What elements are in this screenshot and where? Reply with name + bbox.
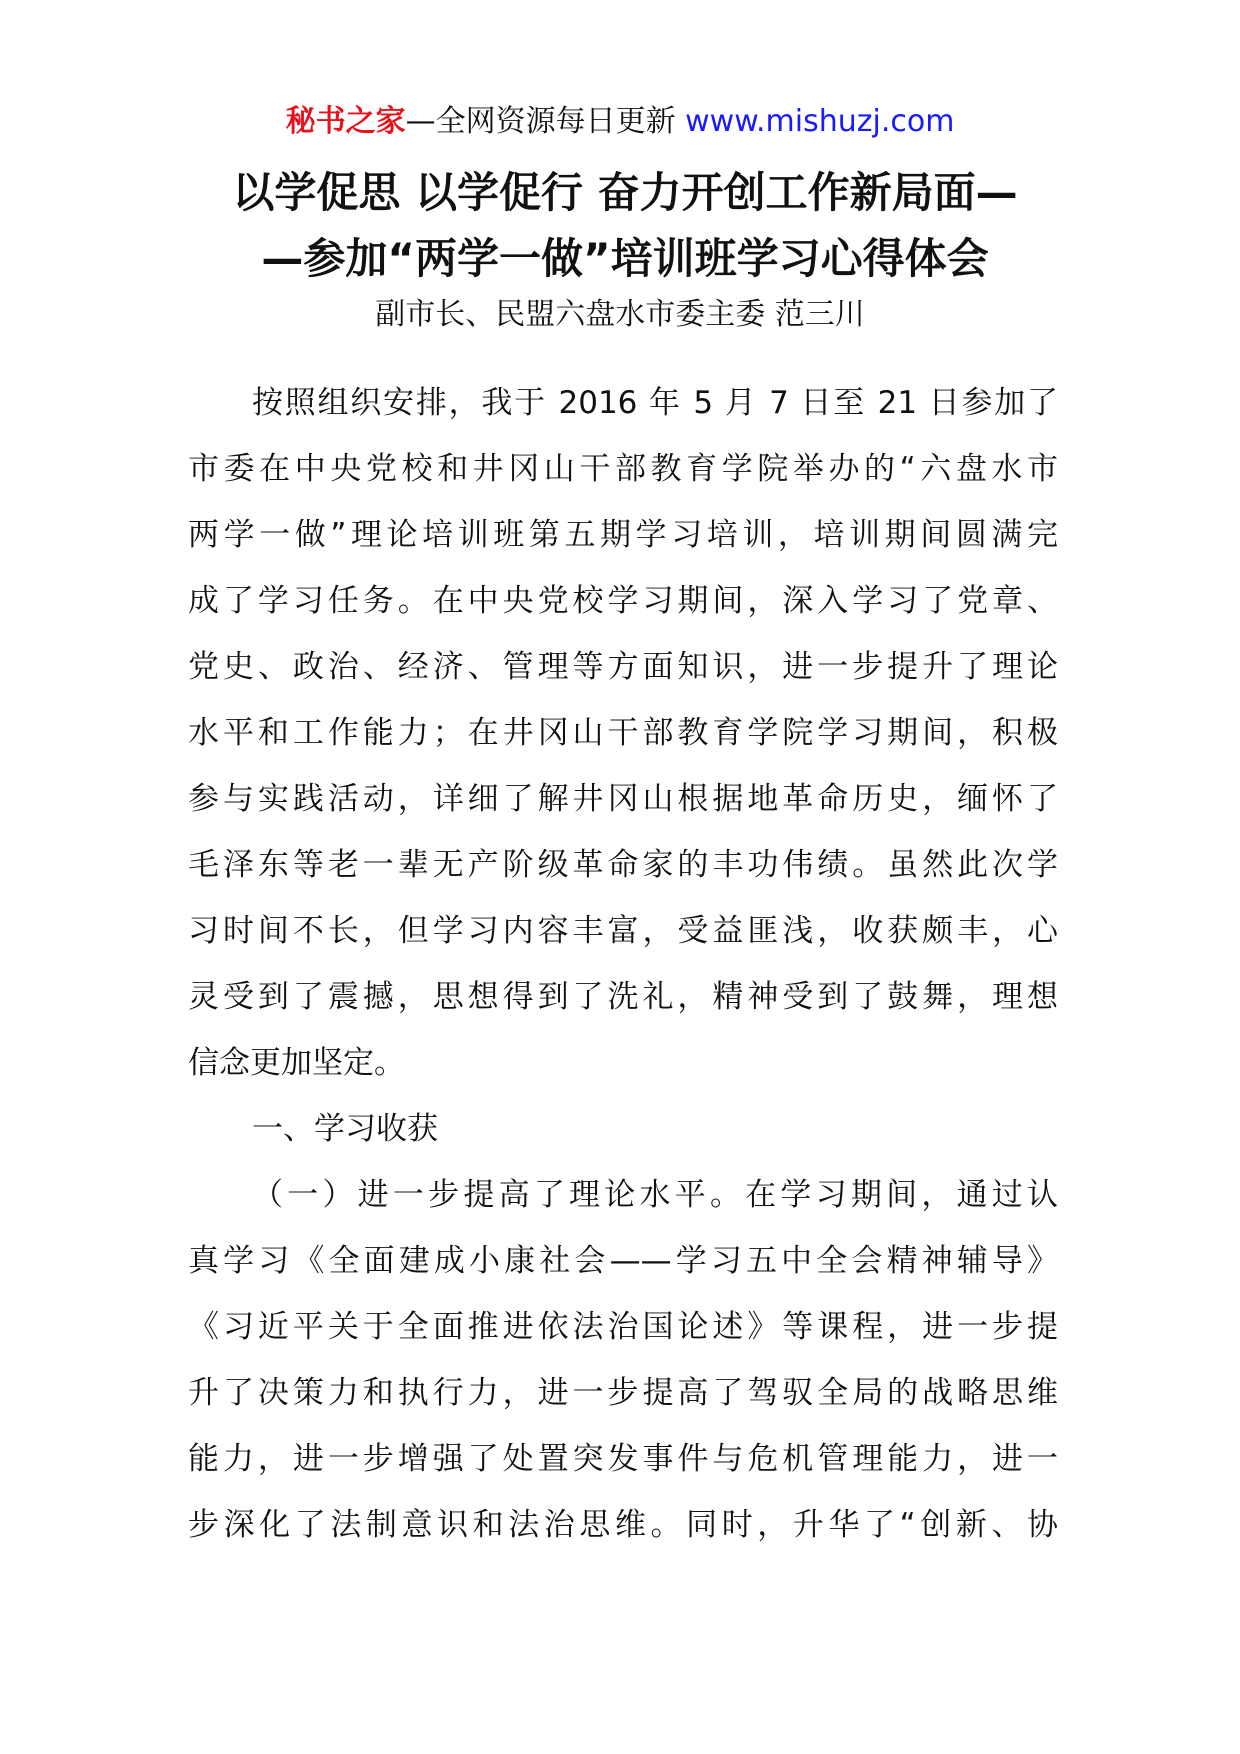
body-line: 参与实践活动，详细了解井冈山根据地革命历史，缅怀了 [188, 781, 1058, 817]
body-line: 习时间不长，但学习内容丰富，受益匪浅，收获颇丰，心 [188, 913, 1058, 949]
document-title-line-2: —参加“两学一做”培训班学习心得体会 [261, 234, 989, 283]
section-heading: 一、学习收获 [252, 1111, 438, 1147]
body-line: 真学习《全面建成小康社会——学习五中全会精神辅导》 [188, 1243, 1058, 1279]
document-title-line-1: 以学促思 以学促行 奋力开创工作新局面— [232, 168, 1018, 217]
body-line: 《习近平关于全面推进依法治国论述》等课程，进一步提 [188, 1309, 1058, 1345]
body-line: 信念更加坚定。 [188, 1045, 405, 1081]
author-byline: 副市长、民盟六盘水市委主委 范三川 [375, 297, 865, 332]
body-line: 灵受到了震撼，思想得到了洗礼，精神受到了鼓舞，理想 [188, 979, 1058, 1015]
body-line: 市委在中央党校和井冈山干部教育学院举办的“六盘水市 [188, 451, 1058, 487]
body-line: 升了决策力和执行力，进一步提高了驾驭全局的战略思维 [188, 1375, 1058, 1411]
body-line: （一）进一步提高了理论水平。在学习期间，通过认 [252, 1177, 1058, 1213]
body-line: 成了学习任务。在中央党校学习期间，深入学习了党章、 [188, 583, 1058, 619]
body-line: 两学一做”理论培训班第五期学习培训，培训期间圆满完 [188, 517, 1058, 553]
brand-name: 秘书之家 [285, 104, 406, 139]
body-line: 党史、政治、经济、管理等方面知识，进一步提升了理论 [188, 649, 1058, 685]
body-line: 按照组织安排，我于 2016 年 5 月 7 日至 21 日参加了 [252, 385, 1058, 421]
body-line: 能力，进一步增强了处置突发事件与危机管理能力，进一 [188, 1441, 1058, 1477]
body-line: 毛泽东等老一辈无产阶级革命家的丰功伟绩。虽然此次学 [188, 847, 1058, 883]
body-line: 步深化了法制意识和法治思维。同时，升华了“创新、协 [188, 1507, 1058, 1543]
site-url-link[interactable]: www.mishuzj.com [685, 104, 955, 139]
header-tagline: —全网资源每日更新 [405, 104, 676, 139]
site-header [0, 100, 1240, 144]
document-body [188, 370, 1058, 1558]
body-line: 水平和工作能力；在井冈山干部教育学院学习期间，积极 [188, 715, 1058, 751]
